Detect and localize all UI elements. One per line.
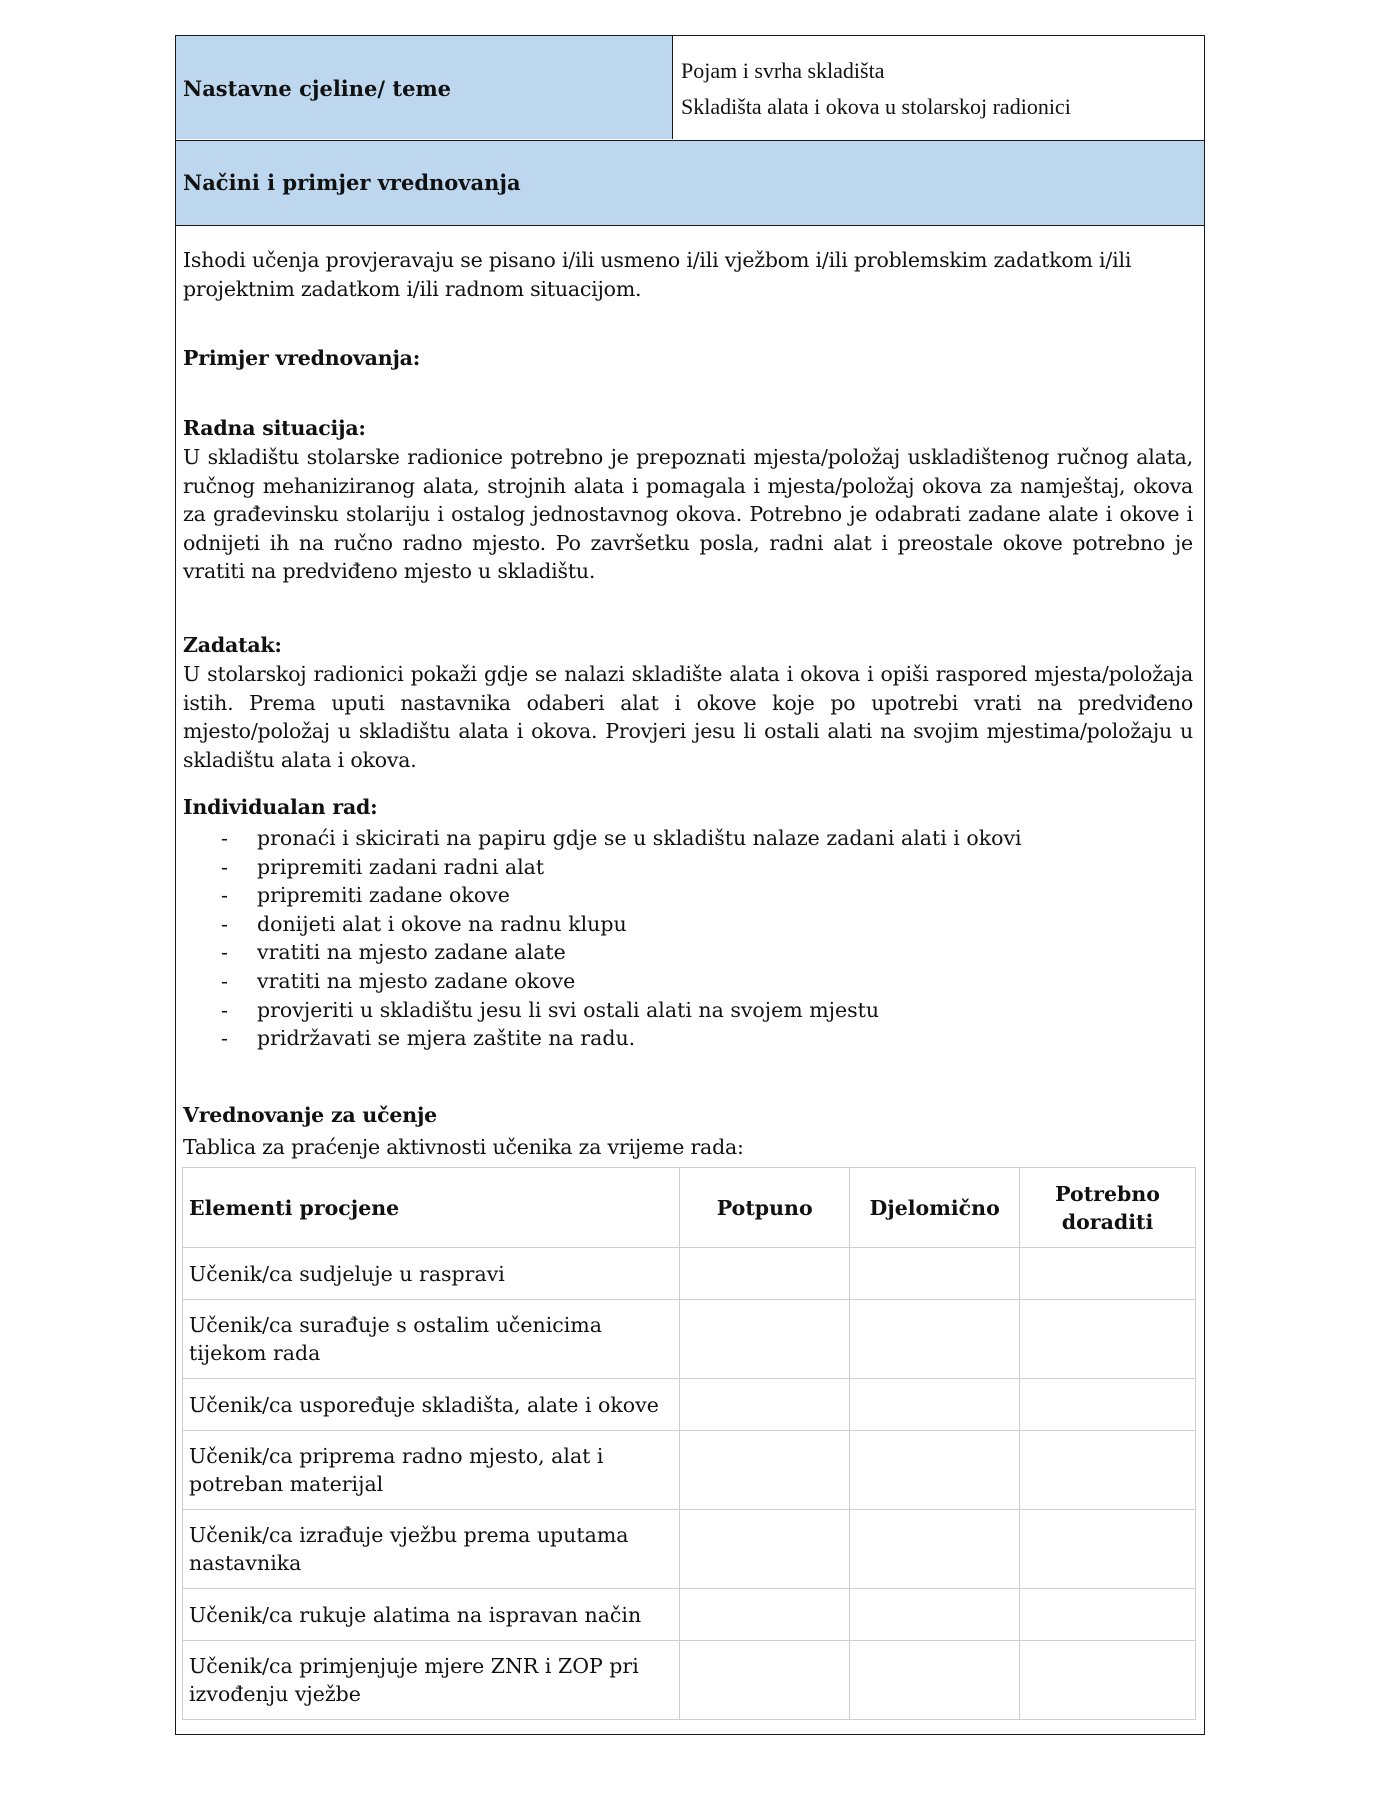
list-item: - provjeriti u skladištu jesu li svi ostali alati na svojem mjestu xyxy=(221,997,880,1022)
topic-item: Skladišta alata i okova u stolarskoj radionici xyxy=(681,94,1071,119)
table-row xyxy=(183,1379,1196,1431)
list-item-text: pronaći i skicirati na papiru gdje se u skladištu nalaze zadani alati i okovi xyxy=(257,826,1022,850)
table-cell-empty[interactable] xyxy=(850,1431,1020,1510)
list-item: - pronaći i skicirati na papiru gdje se u skladištu nalaze zadani alati i okovi xyxy=(221,826,1022,850)
list-item-text: vratiti na mjesto zadane alate xyxy=(257,940,566,965)
table-row xyxy=(183,1510,1196,1589)
list-item-text: donijeti alat i okove na radnu klupu xyxy=(257,911,627,936)
table-cell-empty[interactable] xyxy=(850,1510,1020,1589)
table-cell-empty[interactable] xyxy=(1020,1248,1196,1300)
table-cell-criterion: Učenik/ca uspoređuje skladišta, alate i okove xyxy=(183,1379,680,1431)
primjer-heading: Primjer vrednovanja: xyxy=(183,346,421,370)
topics-label-cell xyxy=(176,36,673,139)
assessment-table xyxy=(182,1167,1196,1720)
list-item-text: vratiti na mjesto zadane okove xyxy=(257,968,576,993)
table-cell-empty[interactable] xyxy=(850,1589,1020,1641)
intro-text xyxy=(183,246,1193,303)
table-cell-empty[interactable] xyxy=(680,1510,850,1589)
table-cell-empty[interactable] xyxy=(680,1431,850,1510)
zadatak-text: U stolarskoj radionici pokaži gdje se nalazi skladište alata i okova i opiši raspored mjesta/položaja istih. Prema uputi nastavnika odaberi alat i okove koje po upotrebi vrati na predviđeno mjesto/položaj u skladištu alata i okova. Provjeri jesu li ostali alati na svojim mjestima/položaju u skladištu alata i okova. xyxy=(183,662,1193,772)
list-item: - donijeti alat i okove na radnu klupu xyxy=(221,911,627,936)
table-cell-empty[interactable] xyxy=(850,1248,1020,1300)
list-item: - vratiti na mjesto zadane okove xyxy=(221,968,576,993)
column-header: Potrebno doraditi xyxy=(1020,1168,1196,1248)
list-item-text: pripremiti zadane okove xyxy=(257,883,510,908)
vrednovanje-heading: Vrednovanje za učenje xyxy=(183,1103,438,1127)
column-header: Elementi procjene xyxy=(183,1168,680,1248)
table-header-row xyxy=(183,1168,1196,1248)
table-cell-criterion: Učenik/ca primjenjuje mjere ZNR i ZOP pri izvođenju vježbe xyxy=(183,1641,680,1720)
list-item: - pripremiti zadani radni alat xyxy=(221,854,545,879)
table-cell-empty[interactable] xyxy=(1020,1431,1196,1510)
list-item: - vratiti na mjesto zadane alate xyxy=(221,940,566,965)
table-cell-criterion: Učenik/ca izrađuje vježbu prema uputama nastavnika xyxy=(183,1510,680,1589)
topic-item: Pojam i svrha skladišta xyxy=(681,58,885,83)
table-cell-criterion: Učenik/ca surađuje s ostalim učenicima tijekom rada xyxy=(183,1300,680,1379)
list-item-text: pripremiti zadani radni alat xyxy=(257,854,545,879)
radna-situacija-text: U skladištu stolarske radionice potrebno je prepoznati mjesta/položaj uskladištenog ručnog alata, ručnog mehaniziranog alata, strojnih alata i pomagala i mjesta/položaj okova za namještaj, okova za građevinsku stolariju i ostalog jednostavnog okova. Potrebno je odabrati zadane alate i okove i odnijeti ih na ručno radno mjesto. Po završetku posla, radni alat i preostale okove potrebno je vratiti na predviđeno mjesto u skladištu. xyxy=(183,445,1193,583)
list-item: - pripremiti zadane okove xyxy=(221,883,510,908)
intro-line: Ishodi učenja provjeravaju se pisano i/ili usmeno i/ili vježbom i/ili problemskim zadatkom i/ili xyxy=(183,248,1132,272)
table-cell-criterion: Učenik/ca rukuje alatima na ispravan način xyxy=(183,1589,680,1641)
table-cell-empty[interactable] xyxy=(680,1248,850,1300)
list-item-text: pridržavati se mjera zaštite na radu. xyxy=(257,1026,636,1051)
table-row xyxy=(183,1641,1196,1720)
section-title: Načini i primjer vrednovanja xyxy=(183,170,521,195)
individualan-rad-heading: Individualan rad: xyxy=(183,795,378,819)
table-cell-empty[interactable] xyxy=(850,1300,1020,1379)
table-row xyxy=(183,1300,1196,1379)
page-frame xyxy=(175,35,1205,1735)
table-cell-criterion: Učenik/ca sudjeluje u raspravi xyxy=(183,1248,680,1300)
table-cell-empty[interactable] xyxy=(680,1300,850,1379)
table-caption: Tablica za praćenje aktivnosti učenika za vrijeme rada: xyxy=(183,1135,744,1159)
table-row xyxy=(183,1248,1196,1300)
table-cell-empty[interactable] xyxy=(1020,1379,1196,1431)
radna-situacija-heading: Radna situacija: xyxy=(183,416,366,440)
column-header: Djelomično xyxy=(850,1168,1020,1248)
task-list xyxy=(221,824,1022,1053)
table-cell-empty[interactable] xyxy=(680,1641,850,1720)
table-cell-empty[interactable] xyxy=(680,1379,850,1431)
table-cell-empty[interactable] xyxy=(850,1379,1020,1431)
list-item-text: provjeriti u skladištu jesu li svi ostali alati na svojem mjestu xyxy=(257,997,880,1022)
topics-row xyxy=(176,36,1204,141)
zadatak-heading: Zadatak: xyxy=(183,633,282,657)
table-cell-criterion: Učenik/ca priprema radno mjesto, alat i potreban materijal xyxy=(183,1431,680,1510)
table-row xyxy=(183,1431,1196,1510)
list-item: - pridržavati se mjera zaštite na radu. xyxy=(221,1026,636,1051)
topics-label: Nastavne cjeline/ teme xyxy=(183,76,452,101)
table-cell-empty[interactable] xyxy=(680,1589,850,1641)
section-header xyxy=(176,141,1204,226)
intro-line: projektnim zadatkom i/ili radnom situacijom. xyxy=(183,276,642,301)
table-row xyxy=(183,1589,1196,1641)
table-cell-empty[interactable] xyxy=(1020,1589,1196,1641)
table-cell-empty[interactable] xyxy=(1020,1641,1196,1720)
table-cell-empty[interactable] xyxy=(1020,1510,1196,1589)
table-cell-empty[interactable] xyxy=(850,1641,1020,1720)
column-header: Potpuno xyxy=(680,1168,850,1248)
table-cell-empty[interactable] xyxy=(1020,1300,1196,1379)
topics-value-cell xyxy=(673,36,1204,139)
